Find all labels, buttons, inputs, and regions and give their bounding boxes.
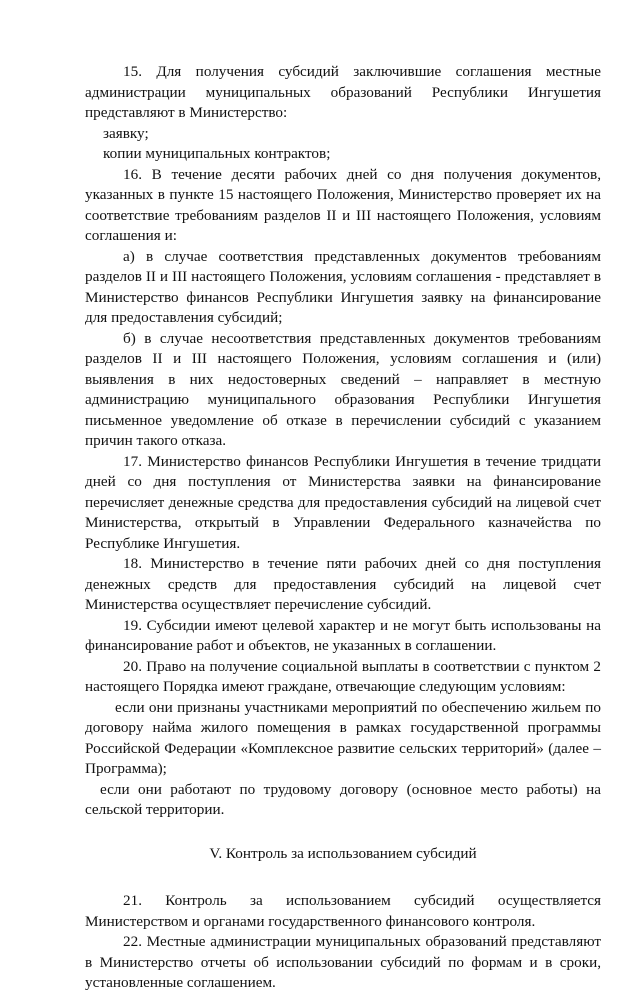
paragraph-16-item-a: а) в случае соответствия представленных документов требованиям разделов II и III настоящего Положения, условиям соглашения - представляет в Министерство финансов Республики Ингушетия заявку на финансирование для предоставления субсидий; — [85, 247, 601, 326]
document-body — [85, 62, 601, 994]
paragraph-16-item-b: б) в случае несоответствия представленных документов требованиям разделов II и III настоящего Положения, условиям соглашения и (или) выявления в них недостоверных сведений – направляет в местную администрацию муниципального образования Республики Ингушетия письменное уведомление об отказе в перечислении субсидий с указанием причин такого отказа. — [85, 329, 601, 449]
paragraph-15: 15. Для получения субсидий заключившие соглашения местные администрации муниципальных образований Республики Ингушетия представляют в Министерство: — [85, 63, 601, 121]
paragraph-15-item-contracts: копии муниципальных контрактов; — [103, 145, 331, 162]
paragraph-19: 19. Субсидии имеют целевой характер и не могут быть использованы на финансирование работ и объектов, не указанных в соглашении. — [85, 616, 601, 654]
paragraph-20-condition-participants: если они признаны участниками мероприятий по обеспечению жильем по договору найма жилого помещения в рамках государственной программы Российской Федерации «Комплексное развитие сельских территорий» (далее – Программа); — [85, 698, 601, 777]
paragraph-21: 21. Контроль за использованием субсидий осуществляется Министерством и органами государственного финансового контроля. — [85, 892, 601, 930]
section-heading: V. Контроль за использованием субсидий — [209, 844, 477, 862]
paragraph-15-item-application: заявку; — [103, 124, 149, 142]
paragraph-17: 17. Министерство финансов Республики Ингушетия в течение тридцати дней со дня поступления от Министерства заявки на финансирование перечисляет денежные средства для предоставления субсидий на лицевой счет Министерства, открытый в Управлении Федерального казначейства по Республике Ингушетия. — [85, 452, 601, 552]
paragraph-22: 22. Местные администрации муниципальных образований представляют в Министерство отчеты об использовании субсидий по формам и в сроки, установленные соглашением. — [85, 933, 601, 991]
paragraph-20-condition-employment: если они работают по трудовому договору (основное место работы) на сельской территории. — [85, 780, 601, 818]
paragraph-18: 18. Министерство в течение пяти рабочих дней со дня поступления денежных средств для предоставления субсидий на лицевой счет Министерства осуществляет перечисление субсидий. — [85, 555, 601, 613]
paragraph-16: 16. В течение десяти рабочих дней со дня получения документов, указанных в пункте 15 настоящего Положения, Министерство проверяет их на соответствие требованиям разделов II и III настоящего Положения, условиям соглашения и: — [85, 165, 601, 244]
paragraph-20: 20. Право на получение социальной выплаты в соответствии с пунктом 2 настоящего Порядка имеют граждане, отвечающие следующим условиям: — [85, 657, 601, 695]
